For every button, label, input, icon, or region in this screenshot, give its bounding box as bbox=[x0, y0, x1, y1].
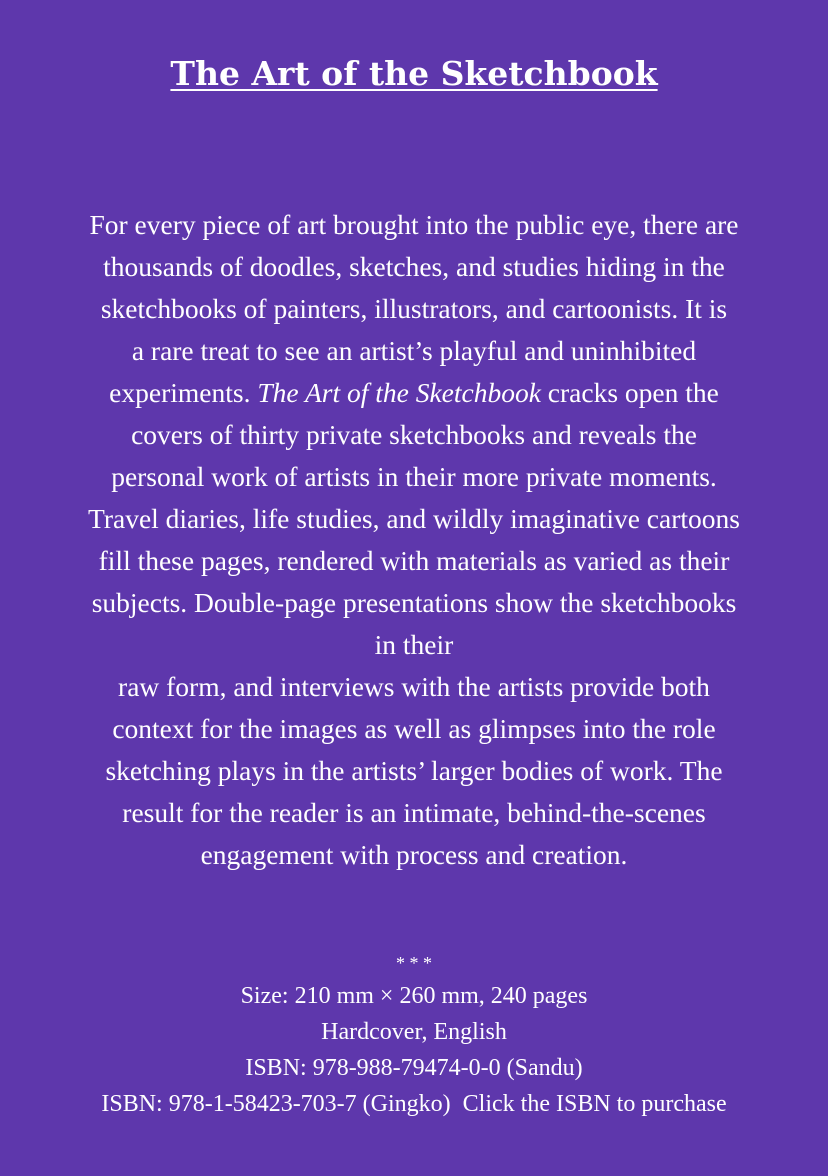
isbn-gingko-link[interactable]: ISBN: 978-1-58423-703-7 (Gingko) bbox=[101, 1091, 451, 1117]
page-title: The Art of the Sketchbook bbox=[170, 54, 658, 93]
description-line: result for the reader is an intimate, behind-the-scenes bbox=[122, 797, 706, 828]
separator-stars: * * * bbox=[396, 953, 432, 973]
book-format: Hardcover, English bbox=[321, 1019, 507, 1045]
description-line bbox=[20, 372, 808, 414]
description-line: For every piece of art brought into the public eye, there are bbox=[89, 209, 739, 240]
description-line: covers of thirty private sketchbooks and reveals the bbox=[131, 419, 697, 450]
description-line: personal work of artists in their more private moments. bbox=[111, 461, 717, 492]
description-line: thousands of doodles, sketches, and studies hiding in the bbox=[103, 251, 725, 282]
isbn-sandu-link[interactable]: ISBN: 978-988-79474-0-0 (Sandu) bbox=[245, 1055, 583, 1081]
description-line: raw form, and interviews with the artists provide both bbox=[118, 671, 710, 702]
description-text: experiments. bbox=[109, 377, 258, 408]
description-line: a rare treat to see an artist’s playful and uninhibited bbox=[131, 335, 697, 366]
purchase-note: Click the ISBN to purchase bbox=[450, 1091, 727, 1117]
isbn-sandu-row bbox=[0, 1050, 828, 1086]
book-size: Size: 210 mm × 260 mm, 240 pages bbox=[240, 983, 588, 1009]
description-line: in their bbox=[374, 629, 454, 660]
description-text: cracks open the bbox=[540, 377, 719, 408]
description-line: Travel diaries, life studies, and wildly imaginative cartoons bbox=[88, 503, 740, 534]
description-line: sketchbooks of painters, illustrators, and cartoonists. It is bbox=[100, 293, 728, 324]
description-line: context for the images as well as glimpses into the role bbox=[112, 713, 716, 744]
description-line: engagement with process and creation. bbox=[200, 839, 628, 870]
book-details bbox=[0, 948, 828, 1122]
book-title-italic: The Art of the Sketchbook bbox=[257, 377, 541, 408]
description-line: subjects. Double-page presentations show the sketchbooks bbox=[91, 587, 737, 618]
description-line: sketching plays in the artists’ larger bodies of work. The bbox=[105, 755, 723, 786]
book-description bbox=[20, 204, 808, 876]
isbn-gingko-row bbox=[0, 1086, 828, 1122]
description-line: fill these pages, rendered with materials as varied as their bbox=[98, 545, 730, 576]
